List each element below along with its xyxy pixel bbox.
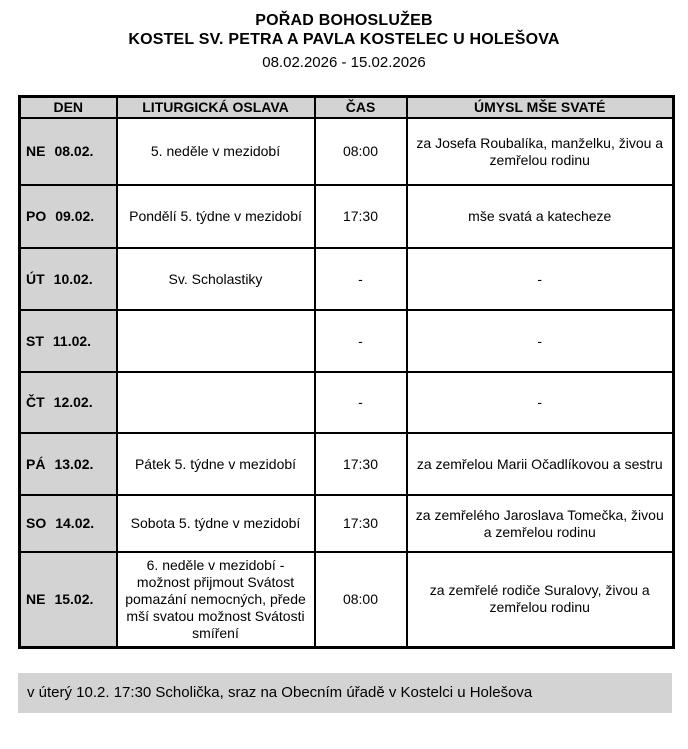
day-date: 09.02. (55, 208, 95, 224)
day-abbr: ST (26, 332, 44, 349)
celebration-cell: Pátek 5. týdne v mezidobí (117, 433, 315, 495)
column-header-day: DEN (20, 97, 117, 119)
table-row (20, 185, 674, 248)
day-abbr: PÁ (26, 455, 46, 472)
intention-cell: za zemřelého Jaroslava Tomečka, živou a zemřelou rodinu (407, 495, 674, 552)
time-cell: 08:00 (315, 118, 407, 185)
intention-cell: za zemřelou Marii Očadlíkovou a sestru (407, 433, 674, 495)
celebration-cell (117, 372, 315, 433)
time-cell: 08:00 (315, 552, 407, 647)
day-date: 15.02. (54, 590, 94, 607)
celebration-cell: Sv. Scholastiky (117, 248, 315, 310)
time-cell: 17:30 (315, 495, 407, 552)
day-date: 13.02. (54, 455, 94, 472)
day-cell (20, 310, 117, 372)
intention-cell: za Josefa Roubalíka, manželku, živou a zemřelou rodinu (407, 118, 674, 185)
celebration-cell: Sobota 5. týdne v mezidobí (117, 495, 315, 552)
column-header-time: ČAS (315, 97, 407, 119)
day-cell (20, 552, 117, 647)
intention-cell: - (407, 372, 674, 433)
day-cell (20, 495, 117, 552)
day-abbr: ÚT (26, 270, 45, 287)
day-date: 11.02. (52, 332, 92, 349)
day-date: 12.02. (53, 394, 93, 410)
day-abbr: NE (26, 143, 46, 159)
celebration-cell: 5. neděle v mezidobí (117, 118, 315, 185)
footer-note-bar (18, 673, 672, 713)
celebration-cell (117, 310, 315, 372)
day-cell (20, 372, 117, 433)
day-abbr: SO (26, 515, 47, 531)
time-cell: 17:30 (315, 185, 407, 248)
intention-cell: mše svatá a katecheze (407, 185, 674, 248)
intention-cell: za zemřelé rodiče Suralovy, živou a zemřelou rodinu (407, 552, 674, 647)
time-cell: - (315, 248, 407, 310)
day-date: 10.02. (53, 270, 93, 287)
column-header-celebration: LITURGICKÁ OSLAVA (117, 97, 315, 119)
table-row (20, 310, 674, 372)
column-header-intention: ÚMYSL MŠE SVATÉ (407, 97, 674, 119)
schedule-table (18, 95, 675, 649)
table-row (20, 433, 674, 495)
time-cell: - (315, 372, 407, 433)
day-cell (20, 248, 117, 310)
celebration-cell: Pondělí 5. týdne v mezidobí (117, 185, 315, 248)
time-cell: 17:30 (315, 433, 407, 495)
day-abbr: PO (26, 208, 47, 224)
table-row (20, 552, 674, 647)
document-header (0, 0, 688, 72)
day-date: 08.02. (54, 143, 94, 159)
celebration-cell: 6. neděle v mezidobí - možnost přijmout Svátost pomazání nemocných, přede mší svatou možnost Svátosti smíření (117, 552, 315, 647)
intention-cell: - (407, 248, 674, 310)
table-row (20, 248, 674, 310)
table-row (20, 372, 674, 433)
intention-cell: - (407, 310, 674, 372)
day-abbr: NE (26, 590, 46, 607)
time-cell: - (315, 310, 407, 372)
table-header-row (20, 97, 674, 119)
table-row (20, 495, 674, 552)
day-cell (20, 433, 117, 495)
day-cell (20, 118, 117, 185)
footer-note-text: v úterý 10.2. 17:30 Scholička, sraz na Obecním úřadě v Kostelci u Holešova (27, 684, 533, 701)
church-name: KOSTEL SV. PETRA A PAVLA KOSTELEC U HOLEŠOVA (128, 31, 560, 48)
page-title: POŘAD BOHOSLUŽEB (255, 12, 433, 29)
table-row (20, 118, 674, 185)
day-cell (20, 185, 117, 248)
date-range: 08.02.2026 - 15.02.2026 (262, 54, 426, 71)
day-date: 14.02. (55, 515, 95, 531)
day-abbr: ČT (26, 394, 45, 410)
